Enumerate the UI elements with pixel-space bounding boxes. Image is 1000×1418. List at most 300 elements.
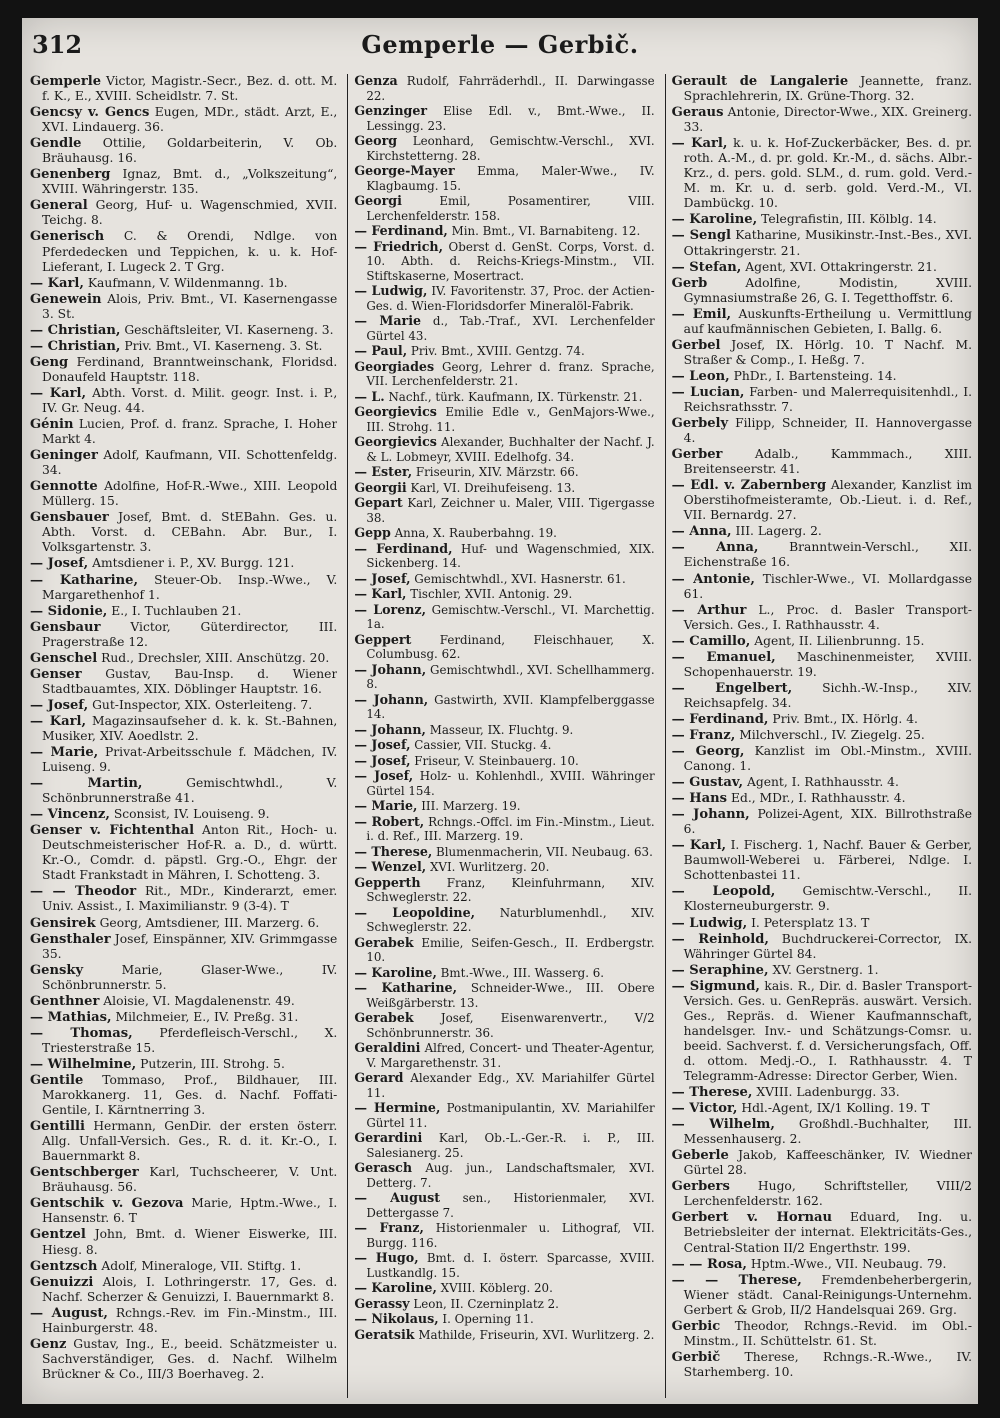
entry-details: Historienmaler u. Lithograf, VII. Burgg. 116. <box>366 1221 655 1250</box>
entry-name: — Leopold, <box>671 884 776 900</box>
entry-name: — Ester, <box>354 464 413 479</box>
directory-entry <box>672 74 972 104</box>
entry-name: — Reinhold, <box>671 931 769 947</box>
entry-details: Nachf., türk. Kaufmann, IX. Türkenstr. 21. <box>388 389 643 404</box>
entry-name: Génin <box>30 417 74 433</box>
entry-details: d., Tab.-Traf., XVI. Lerchenfelder Gürtel 43. <box>366 314 655 343</box>
directory-entry <box>354 1161 654 1190</box>
directory-entry <box>30 807 337 822</box>
directory-entry <box>672 916 972 931</box>
entry-details: Huf- und Wagenschmied, XIX. Sickenberg. 14. <box>366 541 655 570</box>
directory-entry <box>30 1073 337 1118</box>
directory-entry <box>30 776 337 806</box>
entry-details: Alois, Priv. Bmt., VI. Kasernengasse 3. St. <box>42 291 338 321</box>
entry-details: Georg, Huf- u. Wagenschmied, XVII. Teichg. 8. <box>42 198 338 228</box>
directory-entry <box>672 540 972 570</box>
directory-entry <box>30 417 337 447</box>
entry-details: Amtsdiener i. P., XV. Burgg. 121. <box>92 556 295 571</box>
entry-name: Gencsy v. Gencs <box>30 105 150 121</box>
directory-entry <box>672 338 972 368</box>
entry-name: Gerber <box>671 447 723 463</box>
entry-details: Eugen, MDr., städt. Arzt, E., XVI. Lindauerg. 36. <box>42 105 338 135</box>
directory-entry <box>30 714 337 744</box>
entry-name: — Josef, <box>30 556 89 572</box>
entry-details: Elise Edl. v., Bmt.-Wwe., II. Lessingg. 23. <box>366 104 655 133</box>
entry-name: — Ludwig, <box>354 283 428 298</box>
directory-entry <box>354 603 654 632</box>
directory-entry <box>30 276 337 291</box>
directory-column-2 <box>347 74 654 1398</box>
directory-entry <box>672 963 972 978</box>
entry-name: — Wilhelm, <box>671 1117 775 1133</box>
entry-details: Aloisie, VI. Magdalenenstr. 49. <box>103 993 295 1008</box>
entry-name: — Sengl <box>671 228 732 244</box>
entry-details: Georg, Lehrer d. franz. Sprache, VII. Lerchenfelderstr. 21. <box>366 359 655 388</box>
entry-name: Gemperle <box>30 74 102 89</box>
directory-entry <box>672 1257 972 1272</box>
directory-entry <box>30 1010 337 1025</box>
entry-details: Leon, II. Czerninplatz 2. <box>413 1296 559 1311</box>
entry-name: Geninger <box>30 448 98 464</box>
entry-details: Cassier, VII. Stuckg. 4. <box>414 738 552 752</box>
directory-entry <box>354 1221 654 1250</box>
directory-entry <box>354 344 654 359</box>
entry-name: — Anna, <box>671 540 759 556</box>
directory-entry <box>30 198 337 228</box>
entry-name: — Hugo, <box>354 1250 419 1265</box>
entry-details: Gemischtwhdl., XVI. Schellhammerg. 8. <box>366 662 655 691</box>
directory-entry <box>354 405 654 434</box>
entry-name: Gentschberger <box>30 1165 139 1181</box>
entry-details: PhDr., I. Bartensteing. 14. <box>733 368 897 383</box>
entry-name: — Karl, <box>354 586 407 601</box>
entry-details: Emma, Maler-Wwe., IV. Klagbaumg. 15. <box>366 164 655 193</box>
directory-entry <box>672 884 972 914</box>
directory-entry <box>30 479 337 509</box>
entry-name: Gerasch <box>354 1160 413 1175</box>
entry-name: Genzinger <box>354 103 428 118</box>
directory-entry <box>672 775 972 790</box>
directory-entry <box>30 1275 337 1305</box>
directory-entry <box>672 681 972 711</box>
entry-details: Victor, Güterdirector, III. Pragerstraße 12. <box>42 619 338 649</box>
directory-entry <box>672 1273 972 1318</box>
directory-entry <box>30 963 337 993</box>
entry-details: Agent, I. Rathhausstr. 4. <box>746 775 899 790</box>
entry-details: Adolfine, Hof-R.-Wwe., XIII. Leopold Müllerg. 15. <box>42 479 338 509</box>
entry-name: — Arthur <box>671 602 747 618</box>
directory-entry <box>30 136 337 166</box>
directory-entry <box>30 1165 337 1195</box>
entry-name: — Lucian, <box>671 384 745 400</box>
entry-name: — Karoline, <box>354 1280 437 1295</box>
entry-name: Gepart <box>354 495 403 510</box>
entry-details: Gemischtw.-Verschl., VI. Marchettig. 1a. <box>366 602 655 631</box>
entry-details: Auskunfts-Ertheilung u. Vermittlung auf kaufmännischen Gebieten, I. Ballg. 6. <box>683 306 972 336</box>
entry-name: — Seraphine, <box>671 962 769 978</box>
entry-name: Georgiades <box>354 358 435 374</box>
entry-details: Josef, Eisenwarenvertr., V/2 Schönbrunnerstr. 36. <box>366 1011 655 1040</box>
entry-details: Priv. Bmt., XVIII. Gentzg. 74. <box>410 344 585 358</box>
directory-entry <box>354 1328 654 1343</box>
entry-name: — Thomas, <box>30 1025 133 1041</box>
directory-entry <box>354 860 654 875</box>
entry-details: Anna, X. Rauberbahng. 19. <box>394 526 557 540</box>
entry-name: — Marie, <box>354 798 418 813</box>
entry-name: Gerabek <box>354 934 414 950</box>
entry-details: Rchngs.-Offcl. im Fin.-Minstm., Lieut. i. d. Ref., III. Marzerg. 19. <box>366 814 655 843</box>
entry-name: — Johann, <box>671 807 750 823</box>
entry-name: — Johann, <box>354 721 426 737</box>
page-title: Gemperle — Gerbič. <box>361 30 639 59</box>
directory-entry <box>354 1297 654 1312</box>
entry-name: Genenberg <box>30 167 111 183</box>
entry-details: Tischler-Wwe., VI. Mollardgasse 61. <box>683 571 972 601</box>
directory-entry <box>354 572 654 587</box>
page-header <box>22 18 978 70</box>
entry-name: — Therese, <box>671 1085 753 1101</box>
directory-entry <box>672 369 972 384</box>
entry-details: Aug. jun., Landschaftsmaler, XVI. Detterg. 7. <box>366 1161 655 1190</box>
entry-details: kais. R., Dir. d. Basler Transport-Versich. Ges. u. GenRepräs. auswärt. Versich. Ges., Repräs. d. Wiener Kaufmannschaft, handelsger. Inv.- und Schätzungs-Comsr. u. beeid. Sachverst. f. d. Versicherungsfach, Off. d. ottom. Medj.-O., I. Rathhausstr. 4. T Telegramm-Adresse: Director Gerber, Wien. <box>683 978 972 1083</box>
directory-entry <box>354 465 654 480</box>
entry-details: Agent, II. Lilienbrunng. 15. <box>754 633 925 648</box>
directory-entry <box>672 212 972 227</box>
entry-name: — Ferdinand, <box>671 711 769 727</box>
entry-name: Gepperth <box>354 874 421 890</box>
directory-entry <box>354 1251 654 1280</box>
entry-details: Magazinsaufseher d. k. k. St.-Bahnen, Musiker, XIV. Aoedlstr. 2. <box>42 713 338 743</box>
entry-details: Friseurin, XIV. Märzstr. 66. <box>415 465 579 479</box>
directory-entry <box>30 1119 337 1164</box>
directory-entry <box>672 650 972 680</box>
entry-name: — Mathias, <box>30 1009 112 1025</box>
directory-entry <box>354 542 654 571</box>
entry-details: Gemischtwhdl., V. Schönbrunnerstraße 41. <box>42 776 338 806</box>
directory-entry <box>354 738 654 753</box>
entry-details: Alois, I. Lothringerstr. 17, Ges. d. Nachf. Scherzer & Genuizzi, I. Bauernmarkt 8. <box>42 1274 338 1304</box>
entry-name: Gerbel <box>671 337 721 353</box>
directory-entry <box>354 876 654 905</box>
directory-entry <box>354 314 654 343</box>
entry-name: — Therese, <box>354 843 433 859</box>
entry-name: General <box>30 198 88 214</box>
entry-details: Masseur, IX. Fluchtg. 9. <box>429 722 574 737</box>
entry-name: Gerardini <box>354 1130 423 1145</box>
directory-entry <box>30 74 337 104</box>
entry-details: Fremdenbeherbergerin, Wiener städt. Canal-Reinigungs-Unternehm. Gerbert & Grob, II/2 Handelsquai 269. Grg. <box>683 1272 972 1317</box>
directory-entry <box>672 728 972 743</box>
entry-details: Farben- und Malerrequisitenhdl., I. Reichsrathsstr. 7. <box>683 384 972 414</box>
entry-details: Alfred, Concert- und Theater-Agentur, V. Margarethenstr. 31. <box>366 1041 655 1070</box>
directory-entry <box>30 105 337 135</box>
directory-entry <box>30 698 337 713</box>
entry-name: Gerbert v. Hornau <box>671 1210 833 1226</box>
entry-name: — — Theodor <box>30 884 137 900</box>
entry-name: — Vincenz, <box>30 807 110 823</box>
directory-entry <box>354 845 654 860</box>
directory-entry <box>354 754 654 769</box>
directory-entry <box>672 572 972 602</box>
entry-name: — Franz, <box>354 1220 424 1235</box>
entry-details: L., Proc. d. Basler Transport-Versich. Ges., I. Rathhausstr. 4. <box>683 602 972 632</box>
entry-name: Georgi <box>354 193 402 208</box>
directory-entry <box>354 435 654 464</box>
entry-details: XVIII. Ladenburgg. 33. <box>756 1085 900 1100</box>
entry-name: Gerassy <box>354 1295 410 1311</box>
entry-details: Putzerin, III. Strohg. 5. <box>140 1056 285 1071</box>
entry-details: Schneider-Wwe., III. Obere Weißgärberstr. 13. <box>366 981 655 1010</box>
directory-entry <box>354 194 654 223</box>
entry-name: — Karl, <box>30 713 87 729</box>
entry-name: Gerault de Langalerie <box>671 74 849 89</box>
directory-entry <box>672 712 972 727</box>
entry-name: Gentzel <box>30 1227 86 1243</box>
directory-entry <box>672 1179 972 1209</box>
directory-entry <box>354 390 654 405</box>
entry-details: Karl, VI. Dreihufeiseng. 13. <box>410 480 576 495</box>
entry-details: Leonhard, Gemischtw.-Verschl., XVI. Kirchstetterng. 28. <box>366 134 655 163</box>
directory-entry <box>672 1101 972 1116</box>
directory-entry <box>354 906 654 935</box>
entry-name: Gensbauer <box>30 510 109 526</box>
entry-details: Franz, Kleinfuhrmann, XIV. Schweglerstr. 22. <box>366 875 655 904</box>
entry-details: XVI. Wurlitzerg. 20. <box>429 860 550 874</box>
entry-details: XVIII. Köblerg. 20. <box>440 1281 553 1295</box>
directory-entry <box>30 448 337 478</box>
entry-name: Georgii <box>354 479 407 495</box>
entry-name: Georgievics <box>354 434 437 449</box>
directory-entry <box>354 104 654 133</box>
entry-details: Gut-Inspector, XIX. Osterleiteng. 7. <box>92 697 313 712</box>
directory-entry <box>30 167 337 197</box>
entry-name: — Victor, <box>671 1101 738 1117</box>
entry-details: Gemischtw.-Verschl., II. Klosterneuburgerstr. 9. <box>683 884 972 914</box>
entry-name: — Robert, <box>354 813 425 829</box>
directory-entry <box>30 823 337 883</box>
entry-details: Agent, XVI. Ottakringerstr. 21. <box>745 259 937 274</box>
directory-entry <box>30 916 337 931</box>
directory-entry <box>354 769 654 798</box>
entry-details: III. Lagerg. 2. <box>735 524 822 539</box>
entry-name: Gentzsch <box>30 1258 98 1274</box>
entry-name: — L. <box>354 388 385 404</box>
directory-entry <box>30 1057 337 1072</box>
directory-entry <box>354 981 654 1010</box>
directory-entry <box>672 276 972 306</box>
entry-name: — Hans <box>671 791 728 807</box>
directory-entry <box>672 791 972 806</box>
directory-entry <box>354 1281 654 1296</box>
directory-entry <box>30 651 337 666</box>
entry-name: — — Rosa, <box>671 1256 747 1272</box>
directory-entry <box>354 240 654 284</box>
directory-columns <box>30 74 972 1398</box>
directory-entry <box>354 936 654 965</box>
entry-name: — Martin, <box>30 776 143 792</box>
entry-name: — Josef, <box>354 768 414 783</box>
entry-name: — Katharine, <box>354 980 457 995</box>
entry-name: Genuizzi <box>30 1274 94 1290</box>
directory-entry <box>30 510 337 555</box>
entry-name: — Sigmund, <box>671 978 760 994</box>
entry-details: Therese, Rchngs.-R.-Wwe., IV. Starhemberg. 10. <box>683 1349 972 1379</box>
entry-details: III. Marzerg. 19. <box>421 799 521 813</box>
entry-details: Rchngs.-Rev. im Fin.-Minstm., III. Hainburgerstr. 48. <box>42 1305 338 1335</box>
directory-entry <box>30 994 337 1009</box>
entry-name: Genewein <box>30 291 102 307</box>
entry-details: Alexander, Kanzlist im Oberstihofmeisteramte, Ob.-Lieut. i. d. Ref., VII. Bernardg. 27. <box>683 478 972 523</box>
entry-details: Mathilde, Friseurin, XVI. Wurlitzerg. 2. <box>418 1327 655 1342</box>
entry-name: — Karl, <box>671 838 727 854</box>
directory-entry <box>30 884 337 914</box>
entry-details: Adolfine, Modistin, XVIII. Gymnasiumstraße 26, G. I. Tegetthoffstr. 6. <box>683 275 972 305</box>
entry-name: — Katharine, <box>30 572 139 588</box>
directory-entry <box>30 339 337 354</box>
entry-name: Gerbers <box>671 1179 730 1195</box>
directory-entry <box>30 604 337 619</box>
entry-name: — Ferdinand, <box>354 540 453 556</box>
entry-details: Min. Bmt., VI. Barnabiteng. 12. <box>451 224 641 238</box>
entry-details: Ignaz, Bmt. d., „Volkszeitung“, XVIII. Währingerstr. 135. <box>42 167 338 197</box>
directory-entry <box>672 416 972 446</box>
directory-entry <box>672 603 972 633</box>
entry-name: Gensirek <box>30 915 96 931</box>
directory-entry <box>354 966 654 981</box>
entry-details: Oberst d. GenSt. Corps, Vorst. d. 10. Abth. d. Reichs-Kriegs-Minstm., VII. Stiftskaserne, Mosertract. <box>366 239 655 283</box>
entry-name: — Emil, <box>671 306 732 322</box>
entry-details: Geschäftsleiter, VI. Kaserneng. 3. <box>124 322 334 337</box>
entry-details: Holz- u. Kohlenhdl., XVIII. Währinger Gürtel 154. <box>366 769 655 798</box>
entry-details: Privat-Arbeitsschule f. Mädchen, IV. Luiseng. 9. <box>42 745 338 775</box>
entry-name: Genza <box>354 74 398 88</box>
entry-name: — Georg, <box>671 744 745 760</box>
directory-entry <box>30 745 337 775</box>
entry-details: Marie, Glaser-Wwe., IV. Schönbrunnerstr. 5. <box>42 962 338 992</box>
entry-details: Rudolf, Fahrräderhdl., II. Darwingasse 22. <box>366 74 655 103</box>
entry-details: Josef, IX. Hörlg. 10. T Nachf. M. Straßer & Comp., I. Heßg. 7. <box>683 337 972 367</box>
directory-entry <box>30 932 337 962</box>
entry-name: — Christian, <box>30 338 121 354</box>
directory-entry <box>30 1306 337 1336</box>
entry-name: — Johann, <box>354 661 427 677</box>
entry-name: Genser v. Fichtenthal <box>30 823 195 839</box>
directory-entry <box>672 105 972 135</box>
entry-details: Gastwirth, XVII. Klampfelberggasse 14. <box>366 692 655 721</box>
entry-name: — Karoline, <box>671 212 758 228</box>
entry-details: Hdl.-Agent, IX/1 Kolling. 19. T <box>741 1101 930 1116</box>
entry-name: Geraus <box>671 105 724 121</box>
entry-details: Abth. Vorst. d. Milit. geogr. Inst. i. P., IV. Gr. Neug. 44. <box>42 385 338 415</box>
entry-details: Milchverschl., IV. Ziegelg. 25. <box>739 727 925 742</box>
directory-entry <box>672 1210 972 1255</box>
entry-name: — Nikolaus, <box>354 1311 439 1326</box>
entry-details: Großhdl.-Buchhalter, III. Messenhauserg. 2. <box>683 1117 972 1147</box>
entry-name: George-Mayer <box>354 163 455 178</box>
entry-details: I. Operning 11. <box>442 1312 534 1326</box>
entry-name: — Josef, <box>354 737 411 752</box>
directory-entry <box>30 355 337 385</box>
directory-entry <box>30 620 337 650</box>
directory-entry <box>672 807 972 837</box>
entry-details: Telegrafistin, III. Kölblg. 14. <box>761 212 937 227</box>
entry-name: — Karl, <box>30 385 87 401</box>
directory-entry <box>354 1041 654 1070</box>
entry-details: k. u. k. Hof-Zuckerbäcker, Bes. d. pr. roth. A.-M., d. pr. gold. Kr.-M., d. sächs. Albr.-Krz., d. pers. gold. SLM., d. rum. gold. Verd.-M. m. Kr. u. d. serb. gold. Verd.-M., VI. Dambückg. 10. <box>683 136 972 211</box>
directory-entry <box>354 1131 654 1160</box>
entry-name: Gerbic <box>671 1318 721 1334</box>
entry-name: — Leon, <box>671 368 730 384</box>
entry-name: — Johann, <box>354 691 429 707</box>
entry-name: — Paul, <box>354 343 408 358</box>
directory-column-1 <box>30 74 337 1398</box>
directory-entry <box>354 633 654 662</box>
entry-name: — Camillo, <box>671 633 751 649</box>
directory-entry <box>354 74 654 103</box>
entry-name: Gentile <box>30 1073 84 1088</box>
entry-details: Josef, Bmt. d. StEBahn. Ges. u. Abth. Vorst. d. CEBahn. Abr. Bur., I. Volksgartenstr. 3. <box>42 510 338 555</box>
entry-details: John, Bmt. d. Wiener Eiswerke, III. Hiesg. 8. <box>42 1227 338 1257</box>
entry-details: Gustav, Bau-Insp. d. Wiener Stadtbauamtes, XIX. Döblinger Hauptstr. 16. <box>42 666 338 696</box>
entry-details: Branntwein-Verschl., XII. Eichenstraße 16. <box>683 540 972 570</box>
entry-name: — Edl. v. Zabernberg <box>671 478 827 494</box>
entry-name: Georg <box>354 133 398 148</box>
entry-name: Gepp <box>354 525 391 540</box>
entry-details: Victor, Magistr.-Secr., Bez. d. ott. M. f. K., E., XVIII. Scheidlstr. 7. St. <box>42 74 338 104</box>
entry-name: — Lorenz, <box>354 601 427 617</box>
directory-entry <box>672 1350 972 1380</box>
directory-entry <box>672 447 972 477</box>
directory-entry <box>672 1319 972 1349</box>
entry-details: Karl, Zeichner u. Maler, VIII. Tigergasse 38. <box>366 496 655 525</box>
directory-entry <box>354 587 654 602</box>
directory-entry <box>354 723 654 738</box>
entry-name: Gerbič <box>671 1349 721 1365</box>
entry-name: Gentilli <box>30 1119 85 1135</box>
entry-name: Gerard <box>354 1070 404 1085</box>
entry-details: IV. Favoritenstr. 37, Proc. der Actien-Ges. d. Wien-Floridsdorfer Mineralöl-Fabrik. <box>366 284 655 313</box>
entry-details: sen., Historienmaler, XVI. Dettergasse 7. <box>366 1191 655 1220</box>
directory-entry <box>354 284 654 313</box>
entry-details: Gustav, Ing., E., beeid. Schätzmeister u. Sachverständiger, Ges. d. Nachf. Wilhelm Brückner & Co., III/3 Boerhaveg. 2. <box>42 1336 338 1381</box>
entry-details: Adalb., Kammmach., XIII. Breitenseerstr. 41. <box>683 447 972 477</box>
directory-entry <box>30 323 337 338</box>
entry-name: Genthner <box>30 993 100 1009</box>
entry-name: Geratsik <box>354 1326 415 1342</box>
entry-details: Josef, Einspänner, XIV. Grimmgasse 35. <box>42 931 338 961</box>
entry-details: Polizei-Agent, XIX. Billrothstraße 6. <box>683 807 972 837</box>
entry-details: C. & Orendi, Ndlge. von Pferdedecken und Teppichen, k. u. k. Hof-Lieferant, I. Lugeck 2. T Grg. <box>42 229 338 274</box>
directory-entry <box>30 556 337 571</box>
entry-name: — Friedrich, <box>354 238 443 254</box>
entry-name: Genschel <box>30 650 98 666</box>
directory-entry <box>30 1227 337 1257</box>
entry-name: — Karl, <box>30 275 84 291</box>
entry-details: Blumenmacherin, VII. Neubaug. 63. <box>436 844 653 859</box>
entry-details: Bmt. d. I. österr. Sparcasse, XVIII. Lustkandlg. 15. <box>366 1251 655 1280</box>
entry-details: I. Fischerg. 1, Nachf. Bauer & Gerber, Baumwoll-Weberei u. Färberei, Ndlge. I. Schottenbastei 11. <box>683 838 972 883</box>
directory-entry <box>672 136 972 211</box>
entry-name: — Marie <box>354 313 422 328</box>
entry-details: Gemischtwhdl., XVI. Hasnerstr. 61. <box>414 571 626 586</box>
directory-entry <box>672 744 972 774</box>
entry-name: Gerabek <box>354 1010 414 1025</box>
entry-details: Antonie, Director-Wwe., XIX. Greinerg. 33. <box>683 105 972 135</box>
entry-name: — Karoline, <box>354 964 437 980</box>
entry-details: Alexander Edg., XV. Mariahilfer Gürtel 11. <box>366 1071 655 1100</box>
entry-details: Emil, Posamentirer, VIII. Lerchenfelderstr. 158. <box>366 194 655 223</box>
entry-name: — Wilhelmine, <box>30 1056 137 1072</box>
